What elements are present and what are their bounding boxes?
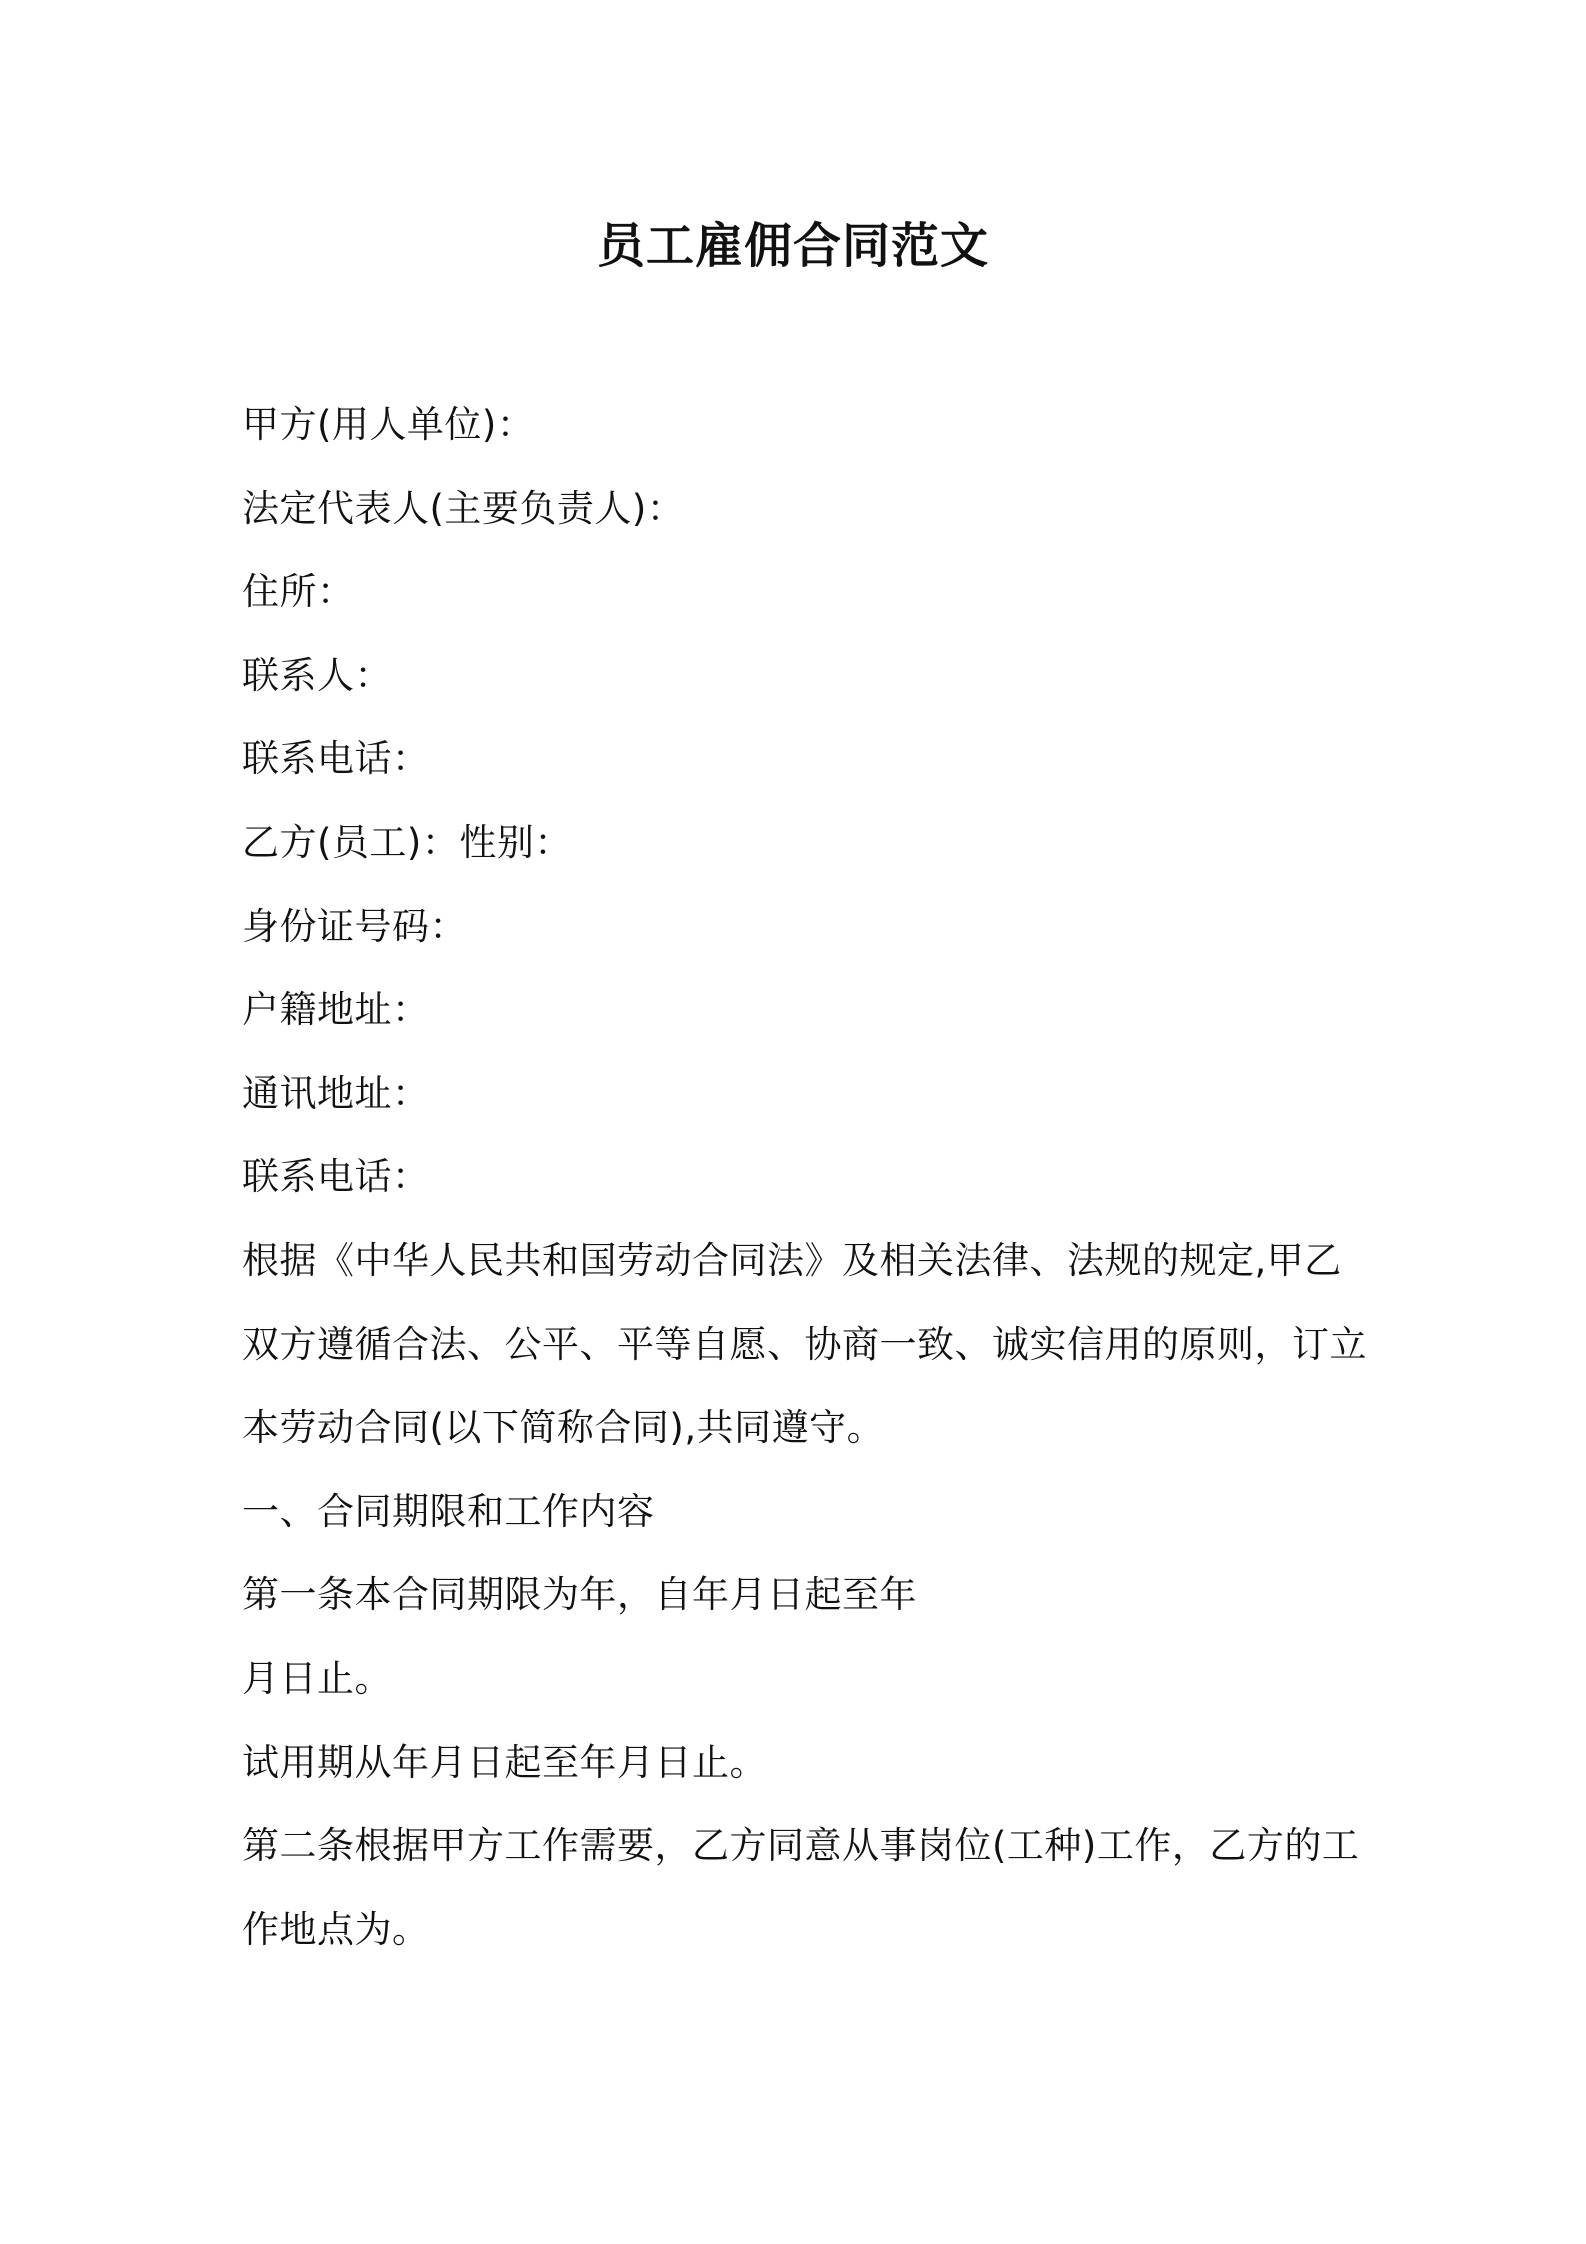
preamble-line-2: 双方遵循合法、公平、平等自愿、协商一致、诚实信用的原则，订立	[242, 1322, 1367, 1366]
mailing-address-line: 通讯地址：	[242, 1071, 430, 1115]
employer-phone-line: 联系电话：	[242, 737, 430, 781]
section-heading-term-and-work: 一、合同期限和工作内容	[242, 1489, 655, 1533]
legal-representative-line: 法定代表人(主要负责人)：	[242, 486, 685, 530]
employee-phone-line: 联系电话：	[242, 1155, 430, 1199]
article-1-line-2: 月日止。	[242, 1656, 392, 1700]
article-1-line-1: 第一条本合同期限为年，自年月日起至年	[242, 1573, 917, 1617]
article-2-line-2: 作地点为。	[242, 1907, 430, 1951]
address-line: 住所：	[242, 570, 355, 614]
document-body	[242, 400, 1367, 1988]
document-title: 员工雇佣合同范文	[596, 218, 989, 274]
contact-person-line: 联系人：	[242, 653, 392, 697]
household-address-line: 户籍地址：	[242, 988, 430, 1032]
party-b-employee-line: 乙方(员工)：性别：	[242, 820, 572, 864]
probation-period-line: 试用期从年月日起至年月日止。	[242, 1740, 767, 1784]
id-number-line: 身份证号码：	[242, 904, 467, 948]
article-2-line-1: 第二条根据甲方工作需要，乙方同意从事岗位(工种)工作，乙方的工	[242, 1824, 1360, 1868]
preamble-line-1: 根据《中华人民共和国劳动合同法》及相关法律、法规的规定,甲乙	[242, 1238, 1342, 1282]
party-a-employer-line: 甲方(用人单位)：	[242, 403, 535, 446]
preamble-line-3: 本劳动合同(以下简称合同),共同遵守。	[242, 1406, 885, 1450]
